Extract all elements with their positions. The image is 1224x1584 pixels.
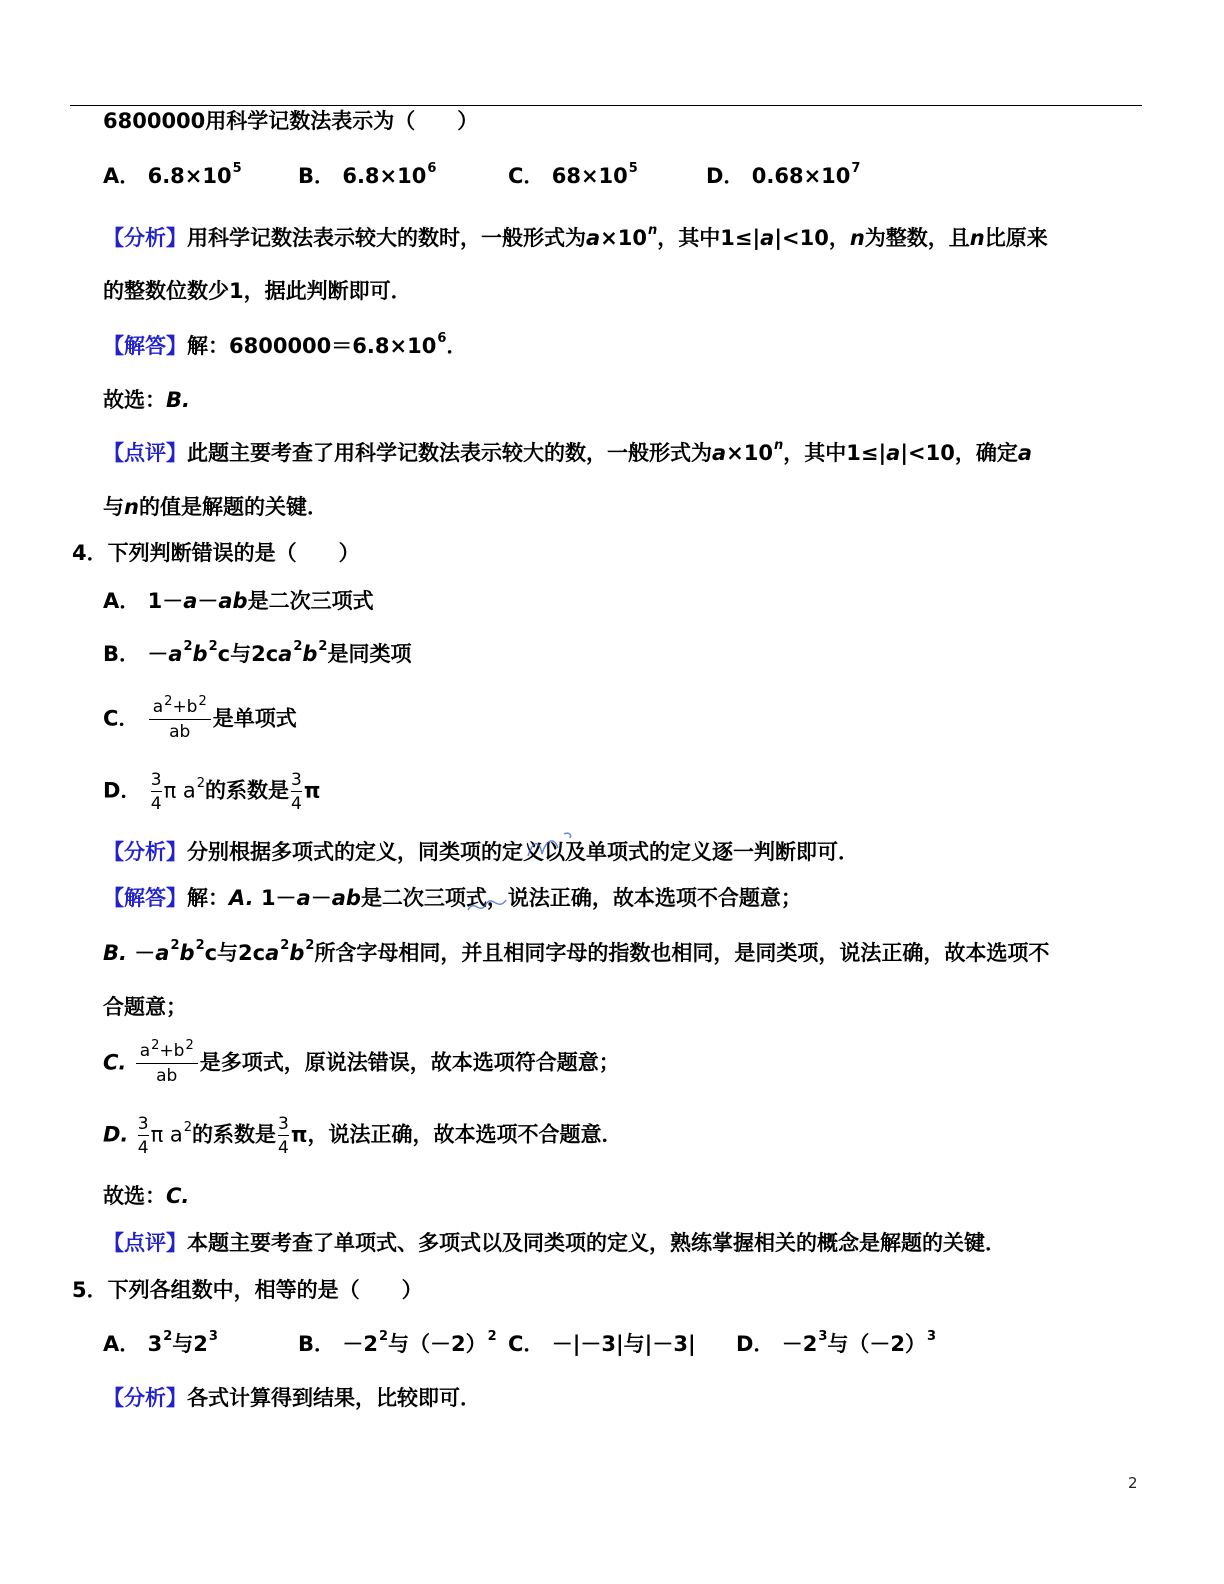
q3-comment-line2: 与n的值是解题的关键． [103, 495, 328, 519]
answer-tag: 【解答】 [103, 886, 187, 910]
q3-option-d: D． $0.68\times 10^7$ [706, 161, 861, 188]
q3-answer: 【解答】解：$6800000=6.8\times 10^6$． [103, 331, 468, 358]
fraction-3-over-4: $\frac{3}{4}$ [137, 1114, 149, 1158]
q4-answer-b-line2: 合题意； [103, 995, 187, 1019]
q4-choice: 故选：C. [103, 1184, 190, 1208]
comment-tag: 【点评】 [103, 1231, 187, 1255]
q3-stem: 6800000用科学记数法表示为（ ） [103, 109, 479, 133]
pen-scribble-mark [462, 886, 522, 922]
q4-comment: 【点评】本题主要考查了单项式、多项式以及同类项的定义，熟练掌握相关的概念是解题的关键． [103, 1231, 1006, 1255]
comment-tag: 【点评】 [103, 441, 187, 465]
q5-option-b: B． $-2^2$与$(-2)^2$ [298, 1329, 497, 1356]
q4-answer-d: D. $\frac{3}{4}$ π $a^2$的系数是 $\frac{3}{4}$ π，说法正确，故本选项不合题意． [103, 1114, 623, 1158]
q3-option-c: C． $68\times 10^5$ [508, 161, 638, 188]
pen-scribble-mark [520, 828, 590, 868]
q4-analysis: 【分析】分别根据多项式的定义，同类项的定义以及单项式的定义逐一判断即可． [103, 840, 859, 864]
analysis-tag: 【分析】 [103, 1386, 187, 1410]
q3-choice: 故选：B. [103, 388, 190, 412]
fraction-a2-b2-over-ab: $\frac{a^2+b^2}{ab}$ [149, 696, 211, 743]
q4-answer-b-line1: B. $-a^2b^2c$与$2ca^2b^2$所含字母相同，并且相同字母的指数也相同，是同类项，说法正确，故本选项不 [103, 938, 1050, 965]
q5-option-a: A． $3^2$与$2^3$ [103, 1329, 218, 1356]
q4-option-c: C． $\frac{a^2+b^2}{ab}$ 是单项式 [103, 694, 297, 742]
q4-option-b: B． $-a^2b^2c$与$2ca^2b^2$是同类项 [103, 639, 412, 666]
answer-tag: 【解答】 [103, 334, 187, 358]
q5-option-c: C． －|－3|与|－3| [508, 1332, 696, 1356]
fraction-3-over-4: $\frac{3}{4}$ [278, 1114, 289, 1158]
q4-option-a: A． 1－a－ab是二次三项式 [103, 589, 374, 613]
q4-answer-c: C. $\frac{a^2+b^2}{ab}$ 是多项式，原说法错误，故本选项符合题意； [103, 1038, 620, 1086]
q5-analysis: 【分析】各式计算得到结果，比较即可． [103, 1386, 481, 1410]
q3-option-b: B． $6.8\times 10^6$ [298, 161, 437, 188]
fraction-3-over-4: $\frac{3}{4}$ [150, 770, 162, 814]
q4-answer-a: 【解答】解：A. 1－a－ab是二次三项式，说法正确，故本选项不合题意； [103, 886, 802, 910]
page-number: 2 [1128, 1474, 1138, 1492]
analysis-tag: 【分析】 [103, 840, 187, 864]
q3-analysis-line2: 的整数位数少1，据此判断即可． [103, 279, 412, 303]
fraction-3-over-4: $\frac{3}{4}$ [291, 770, 302, 814]
q3-option-a: A． $6.8\times 10^5$ [103, 161, 242, 188]
q4-stem: 4．下列判断错误的是（ ） [72, 541, 360, 565]
q4-option-d: D． $\frac{3}{4}$ π $a^2$的系数是 $\frac{3}{4}$ π [103, 770, 321, 814]
q5-option-d: D． $-2^3$与$(-2)^3$ [736, 1329, 937, 1356]
header-rule [70, 105, 1142, 106]
fraction-a2-b2-over-ab: $\frac{a^2+b^2}{ab}$ [136, 1040, 198, 1087]
analysis-tag: 【分析】 [103, 226, 187, 250]
q5-stem: 5．下列各组数中，相等的是（ ） [72, 1278, 423, 1302]
q3-comment-line1: 【点评】此题主要考查了用科学记数法表示较大的数，一般形式为$a\times 10^n$，其中1≤|a|<10，确定a [103, 438, 1032, 465]
q3-analysis-line1: 【分析】用科学记数法表示较大的数时，一般形式为$a\times 10^n$，其中1≤|a|<10，n为整数，且n比原来 [103, 223, 1048, 250]
